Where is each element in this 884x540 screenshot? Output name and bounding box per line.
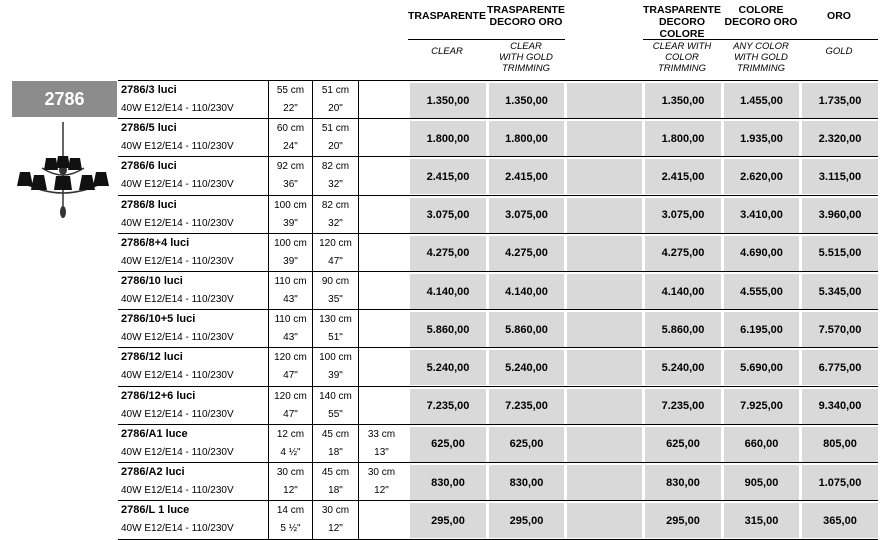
dimension-inch: 36" <box>283 179 298 191</box>
price-cell: 2.415,00 <box>489 159 564 194</box>
dimension-cell <box>268 196 312 234</box>
model-spec: 40W E12/E14 - 110/230V <box>121 332 234 344</box>
price-cell <box>567 427 642 462</box>
dimension-inch: 47" <box>328 255 343 267</box>
model-spec: 40W E12/E14 - 110/230V <box>121 485 234 496</box>
price-cell <box>567 121 642 156</box>
dimension-cell <box>312 234 358 272</box>
dimension-inch: 32" <box>328 217 343 229</box>
col-header-title: TRASPARENTE DECORO ORO <box>487 4 565 28</box>
model-cell <box>118 272 268 310</box>
dimension-cell <box>358 425 404 463</box>
price-cell: 365,00 <box>802 503 878 538</box>
col-header-subtitle: GOLD <box>825 46 853 57</box>
model-cell <box>118 425 268 463</box>
price-cell: 6.775,00 <box>802 350 878 385</box>
model-spec: 40W E12/E14 - 110/230V <box>121 179 234 191</box>
dimension-cm: 100 cm <box>319 352 352 364</box>
price-cell: 4.690,00 <box>724 236 799 271</box>
price-cell: 4.275,00 <box>489 236 564 271</box>
price-cell: 805,00 <box>802 427 878 462</box>
price-cell <box>567 198 642 233</box>
col-header-title: TRASPARENTE DECORO COLORE <box>643 4 721 40</box>
model-name: 2786/10 luci <box>121 275 183 287</box>
dimension-cm: 51 cm <box>321 85 350 96</box>
dimension-cm: 82 cm <box>321 161 350 173</box>
dimension-cell <box>268 463 312 501</box>
price-cell: 830,00 <box>410 465 486 500</box>
dimension-inch: 13" <box>374 446 389 458</box>
dimension-cell <box>268 348 312 386</box>
model-spec: 40W E12/E14 - 110/230V <box>121 103 234 114</box>
price-cell <box>567 465 642 500</box>
price-cell: 1.935,00 <box>724 121 799 156</box>
table-row <box>118 462 878 501</box>
dimension-cm: 92 cm <box>276 161 305 173</box>
model-cell <box>118 348 268 386</box>
model-spec: 40W E12/E14 - 110/230V <box>121 523 234 535</box>
price-cell: 1.350,00 <box>645 83 721 118</box>
dimension-cm: 12 cm <box>276 428 305 440</box>
price-cell: 4.555,00 <box>724 274 799 309</box>
dimension-inch: 55" <box>328 408 343 420</box>
table-row <box>118 424 878 463</box>
dimension-cell <box>312 196 358 234</box>
price-cell: 830,00 <box>645 465 721 500</box>
dimension-cm: 33 cm <box>367 428 396 440</box>
header-divider <box>408 39 565 40</box>
dimension-cm: 45 cm <box>321 467 350 478</box>
dimension-cell <box>358 310 404 348</box>
dimension-inch: 43" <box>283 332 298 344</box>
dimension-cell <box>312 310 358 348</box>
price-cell: 3.075,00 <box>410 198 486 233</box>
price-cell <box>567 274 642 309</box>
dimension-cm: 55 cm <box>276 85 305 96</box>
dimension-cell <box>358 119 404 157</box>
price-cell: 1.350,00 <box>410 83 486 118</box>
model-name: 2786/L 1 luce <box>121 504 190 517</box>
dimension-cm: 51 cm <box>321 123 350 135</box>
dimension-cell <box>358 463 404 501</box>
model-cell <box>118 501 268 539</box>
dimension-cell <box>312 463 358 501</box>
price-cell <box>567 503 642 538</box>
price-cell: 6.195,00 <box>724 312 799 347</box>
price-cell <box>567 312 642 347</box>
dimension-cm: 120 cm <box>274 352 307 364</box>
price-cell: 1.350,00 <box>489 83 564 118</box>
table-row <box>118 309 878 348</box>
dimension-inch: 47" <box>283 370 298 382</box>
price-cell: 295,00 <box>410 503 486 538</box>
model-cell <box>118 463 268 501</box>
model-cell <box>118 387 268 425</box>
price-cell: 905,00 <box>724 465 799 500</box>
table-row <box>118 271 878 310</box>
dimension-inch: 12" <box>328 523 343 535</box>
price-cell: 625,00 <box>645 427 721 462</box>
model-spec: 40W E12/E14 - 110/230V <box>121 446 234 458</box>
model-spec: 40W E12/E14 - 110/230V <box>121 408 234 420</box>
price-cell: 4.140,00 <box>489 274 564 309</box>
dimension-cell <box>312 348 358 386</box>
model-spec: 40W E12/E14 - 110/230V <box>121 255 234 267</box>
price-cell: 7.235,00 <box>410 389 486 424</box>
price-cell: 4.140,00 <box>410 274 486 309</box>
col-header-title: TRASPARENTE <box>408 10 486 22</box>
dimension-inch: 43" <box>283 294 298 305</box>
dimension-cell <box>312 425 358 463</box>
price-cell: 5.860,00 <box>410 312 486 347</box>
col-header-title: COLORE DECORO ORO <box>724 4 798 28</box>
price-cell: 3.410,00 <box>724 198 799 233</box>
dimension-cm: 100 cm <box>274 237 307 249</box>
model-cell <box>118 310 268 348</box>
dimension-cm: 60 cm <box>276 123 305 135</box>
dimension-cell <box>358 272 404 310</box>
model-cell <box>118 196 268 234</box>
price-cell: 1.455,00 <box>724 83 799 118</box>
dimension-cell <box>358 234 404 272</box>
price-cell: 5.240,00 <box>489 350 564 385</box>
model-spec: 40W E12/E14 - 110/230V <box>121 370 234 382</box>
dimension-cm: 100 cm <box>274 199 307 211</box>
col-header-subtitle: CLEAR WITH COLOR TRIMMING <box>652 41 712 74</box>
col-header-subtitle: CLEAR <box>431 46 463 57</box>
dimension-cm: 110 cm <box>274 314 307 326</box>
dimension-cell <box>268 119 312 157</box>
price-cell: 2.415,00 <box>410 159 486 194</box>
price-cell: 4.140,00 <box>645 274 721 309</box>
dimension-cm: 82 cm <box>321 199 350 211</box>
dimension-cm: 130 cm <box>319 314 352 326</box>
price-cell: 3.075,00 <box>489 198 564 233</box>
dimension-inch: 51" <box>328 332 343 344</box>
price-cell: 2.320,00 <box>802 121 878 156</box>
model-name: 2786/12+6 luci <box>121 389 196 402</box>
dimension-cm: 90 cm <box>321 276 350 287</box>
price-cell <box>567 236 642 271</box>
dimension-inch: 24" <box>283 141 298 153</box>
price-cell: 7.235,00 <box>489 389 564 424</box>
dimension-cell <box>312 119 358 157</box>
model-cell <box>118 81 268 119</box>
dimension-cm: 120 cm <box>319 237 352 249</box>
price-cell: 315,00 <box>724 503 799 538</box>
price-cell: 830,00 <box>489 465 564 500</box>
model-name: 2786/A2 luci <box>121 466 185 478</box>
table-row <box>118 500 878 540</box>
dimension-cell <box>312 387 358 425</box>
price-cell: 625,00 <box>489 427 564 462</box>
model-name: 2786/8+4 luci <box>121 236 190 249</box>
model-cell <box>118 119 268 157</box>
price-cell: 1.800,00 <box>410 121 486 156</box>
dimension-cm: 14 cm <box>276 505 305 517</box>
dimension-inch: 12" <box>283 485 298 496</box>
price-cell: 5.690,00 <box>724 350 799 385</box>
model-name: 2786/6 luci <box>121 160 177 173</box>
price-cell: 3.075,00 <box>645 198 721 233</box>
table-row <box>118 347 878 386</box>
dimension-cell <box>358 387 404 425</box>
dimension-cm: 30 cm <box>321 505 350 517</box>
dimension-cell <box>268 81 312 119</box>
price-cell: 5.860,00 <box>489 312 564 347</box>
dimension-cell <box>358 196 404 234</box>
dimension-cell <box>268 387 312 425</box>
dimension-cm: 140 cm <box>319 390 352 402</box>
dimension-inch: 20" <box>328 141 343 153</box>
dimension-inch: 22" <box>283 103 298 114</box>
price-cell: 4.275,00 <box>410 236 486 271</box>
price-cell: 5.345,00 <box>802 274 878 309</box>
model-spec: 40W E12/E14 - 110/230V <box>121 294 234 305</box>
price-cell: 7.235,00 <box>645 389 721 424</box>
dimension-cell <box>268 157 312 195</box>
dimension-inch: 18" <box>328 485 343 496</box>
dimension-cm: 110 cm <box>274 276 307 287</box>
model-name: 2786/12 luci <box>121 351 183 364</box>
dimension-cell <box>268 272 312 310</box>
dimension-cell <box>268 310 312 348</box>
model-name: 2786/8 luci <box>121 198 177 211</box>
table-row <box>118 195 878 234</box>
dimension-cell <box>358 501 404 539</box>
header-divider <box>643 39 878 40</box>
price-cell: 2.415,00 <box>645 159 721 194</box>
dimension-cell <box>312 501 358 539</box>
dimension-inch: 35" <box>328 294 343 305</box>
price-cell: 7.925,00 <box>724 389 799 424</box>
dimension-cell <box>358 348 404 386</box>
price-cell <box>567 159 642 194</box>
dimension-inch: 5 ½" <box>280 523 301 535</box>
model-spec: 40W E12/E14 - 110/230V <box>121 141 234 153</box>
dimension-inch: 12" <box>374 485 389 496</box>
dimension-cell <box>268 234 312 272</box>
price-cell: 5.240,00 <box>645 350 721 385</box>
price-cell: 3.115,00 <box>802 159 878 194</box>
price-cell: 660,00 <box>724 427 799 462</box>
model-name: 2786/3 luci <box>121 84 177 96</box>
dimension-cell <box>312 272 358 310</box>
dimension-cell <box>312 157 358 195</box>
col-header-subtitle: ANY COLOR WITH GOLD TRIMMING <box>733 41 789 74</box>
table-row <box>118 118 878 157</box>
dimension-cm: 120 cm <box>274 390 307 402</box>
price-cell <box>567 389 642 424</box>
table-row <box>118 80 878 119</box>
col-header-subtitle: CLEAR WITH GOLD TRIMMING <box>499 41 553 74</box>
price-cell: 4.275,00 <box>645 236 721 271</box>
dimension-cell <box>358 81 404 119</box>
dimension-inch: 39" <box>283 255 298 267</box>
dimension-cell <box>268 501 312 539</box>
model-cell <box>118 234 268 272</box>
dimension-cm: 30 cm <box>367 467 396 478</box>
col-header-title: ORO <box>827 10 851 22</box>
price-cell: 7.570,00 <box>802 312 878 347</box>
price-cell: 3.960,00 <box>802 198 878 233</box>
dimension-cell <box>268 425 312 463</box>
price-cell <box>567 83 642 118</box>
price-cell <box>567 350 642 385</box>
price-cell: 1.735,00 <box>802 83 878 118</box>
price-cell: 2.620,00 <box>724 159 799 194</box>
dimension-cm: 30 cm <box>276 467 305 478</box>
price-cell: 1.800,00 <box>645 121 721 156</box>
dimension-cell <box>358 157 404 195</box>
price-cell: 1.075,00 <box>802 465 878 500</box>
model-name: 2786/A1 luce <box>121 427 188 440</box>
model-name: 2786/10+5 luci <box>121 313 196 326</box>
dimension-inch: 39" <box>283 217 298 229</box>
price-cell: 295,00 <box>489 503 564 538</box>
model-cell <box>118 157 268 195</box>
price-cell: 295,00 <box>645 503 721 538</box>
price-cell: 5.515,00 <box>802 236 878 271</box>
model-spec: 40W E12/E14 - 110/230V <box>121 217 234 229</box>
dimension-cm: 45 cm <box>321 428 350 440</box>
price-cell: 5.240,00 <box>410 350 486 385</box>
dimension-inch: 32" <box>328 179 343 191</box>
dimension-inch: 39" <box>328 370 343 382</box>
chandelier-icon <box>16 120 110 220</box>
dimension-inch: 20" <box>328 103 343 114</box>
table-row <box>118 386 878 425</box>
table-row <box>118 233 878 272</box>
price-cell: 1.800,00 <box>489 121 564 156</box>
price-cell: 625,00 <box>410 427 486 462</box>
dimension-cell <box>312 81 358 119</box>
table-row <box>118 156 878 195</box>
dimension-inch: 4 ½" <box>280 446 301 458</box>
product-id-badge: 2786 <box>12 81 117 117</box>
dimension-inch: 18" <box>328 446 343 458</box>
dimension-inch: 47" <box>283 408 298 420</box>
price-cell: 9.340,00 <box>802 389 878 424</box>
model-name: 2786/5 luci <box>121 122 177 135</box>
price-cell: 5.860,00 <box>645 312 721 347</box>
